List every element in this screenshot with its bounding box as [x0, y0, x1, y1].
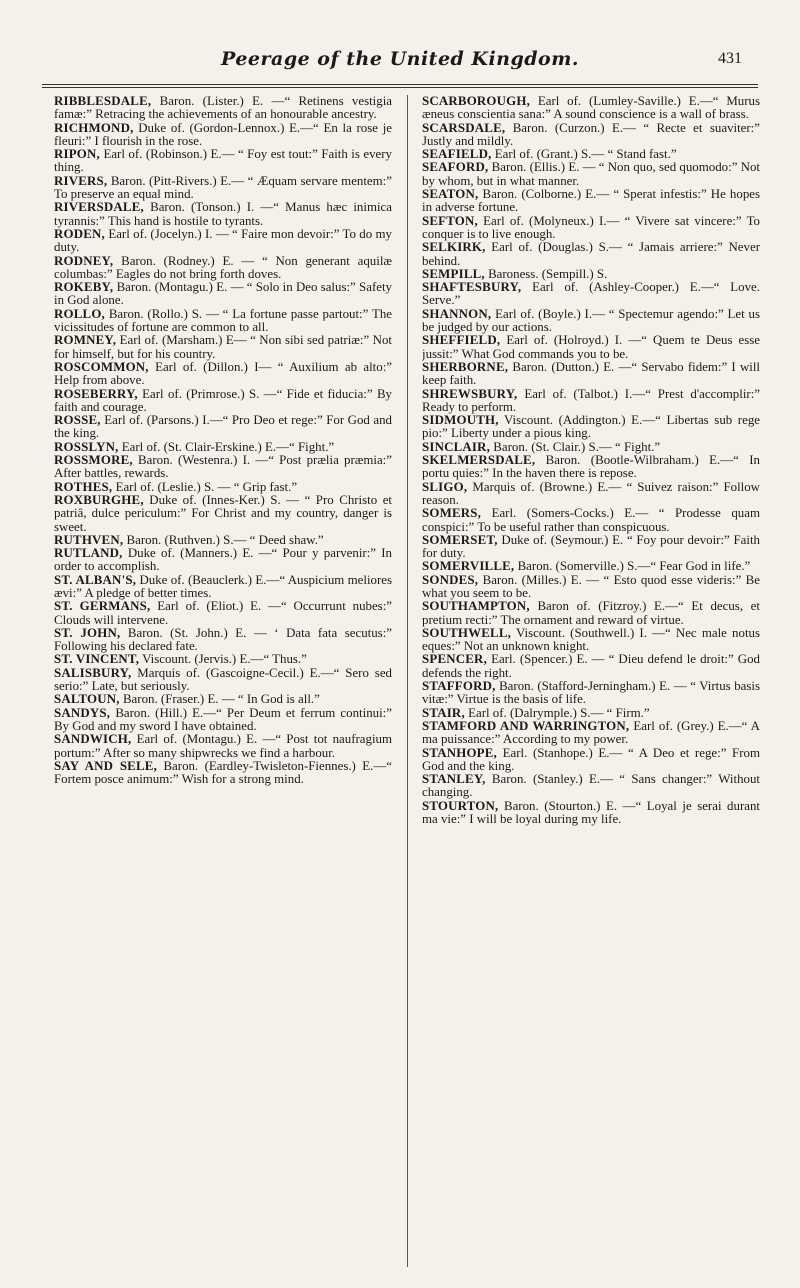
header-rule [42, 84, 758, 85]
peer-title: STAIR, [422, 705, 465, 720]
motto-text: Baron. (Rodney.) E. — “ Non generant aquilæ columbas:” Eagles do not bring forth doves. [54, 253, 392, 281]
peerage-entry [422, 281, 760, 308]
peer-title: STAMFORD AND WARRINGTON, [422, 718, 630, 733]
peerage-entry [422, 560, 760, 573]
peer-title: SHANNON, [422, 306, 492, 321]
left-column [54, 95, 392, 1275]
peerage-entry [54, 95, 392, 122]
motto-text: Earl of. (Robinson.) E.— “ Foy est tout:” Faith is every thing. [54, 147, 392, 175]
motto-text: Baron. (Montagu.) E. — “ Solo in Deo salus:” Safety in God alone. [54, 280, 392, 308]
peer-title: ROSSLYN, [54, 439, 119, 454]
running-title: Peerage of the United Kingdom. [221, 48, 579, 70]
peerage-entry [422, 574, 760, 601]
motto-text: Baron. (Stafford-Jerningham.) E. — “ Virtus basis vitæ:” Virtue is the basis of life. [422, 679, 760, 707]
peer-title: ROXBURGHE, [54, 492, 144, 507]
motto-text: Earl of. (Parsons.) I.—“ Pro Deo et rege:” For God and the king. [54, 413, 392, 441]
motto-text: Duke of. (Manners.) E. —“ Pour y parvenir:” In order to accomplish. [54, 546, 392, 574]
peer-title: SEAFORD, [422, 160, 489, 175]
motto-text: Duke of. (Gordon-Lennox.) E.—“ En la rose je fleuri:” I flourish in the rose. [54, 120, 392, 148]
peerage-entry [422, 95, 760, 122]
peer-title: STOURTON, [422, 798, 499, 813]
peerage-entry [422, 188, 760, 215]
motto-text: Viscount. (Addington.) E.—“ Libertas sub rege pio:” Liberty under a pious king. [422, 413, 760, 441]
motto-text: Earl of. (Dillon.) I— “ Auxilium ab alto:” Help from above. [54, 359, 392, 388]
peer-title: SHREWSBURY, [422, 386, 518, 401]
peer-title: SEFTON, [422, 213, 478, 228]
peer-title: ROSEBERRY, [54, 386, 138, 401]
peerage-entry [422, 215, 760, 242]
peer-title: SOUTHAMPTON, [422, 599, 530, 614]
peer-title: SKELMERSDALE, [422, 453, 536, 468]
motto-text: Baron. (Colborne.) E.— “ Sperat infestis:” He hopes in adverse fortune. [422, 187, 760, 215]
peer-title: ROSSE, [54, 413, 101, 428]
right-column [422, 95, 760, 1275]
peer-title: RIVERS, [54, 173, 108, 188]
motto-text: Earl of. (Grant.) S.— “ Stand fast.” [491, 147, 677, 162]
motto-text: Baron. (St. John.) E. — ‘ Data fata secutus:” Following his declared fate. [54, 625, 392, 654]
peer-title: SIDMOUTH, [422, 413, 499, 428]
peerage-entry [422, 388, 760, 415]
motto-text: Earl of. (Primrose.) S. —“ Fide et fiducia:” By faith and courage. [54, 386, 392, 414]
motto-text: Earl. (Somers-Cocks.) E.— “ Prodesse quam conspici:” To be useful rather than conspicuous. [422, 506, 760, 534]
peer-title: ROLLO, [54, 306, 105, 321]
peerage-entry [54, 441, 392, 454]
motto-text: Baron. (Stourton.) E. —“ Loyal je serai durant ma vie:” I will be loyal during my life. [422, 798, 760, 827]
motto-text: Earl of. (Boyle.) I.— “ Spectemur agendo:” Let us be judged by our actions. [422, 306, 760, 335]
motto-text: Duke of. (Seymour.) E. “ Foy pour devoir:” Faith for duty. [422, 532, 760, 561]
peerage-entry [54, 228, 392, 255]
peerage-entry [54, 334, 392, 361]
motto-text: Earl of. (Marsham.) E— “ Non sibi sed patriæ:” Not for himself, but for his country. [54, 333, 392, 361]
peer-title: STANLEY, [422, 772, 486, 787]
peerage-entry [54, 733, 392, 760]
peer-title: SINCLAIR, [422, 439, 491, 454]
peer-title: RIVERSDALE, [54, 200, 144, 215]
peer-title: SAY AND SELE, [54, 758, 158, 773]
peerage-entry [54, 281, 392, 308]
motto-text: Earl of. (Lumley-Saville.) E.—“ Murus æneus conscientia sana:” A sound conscience is a wall of brass. [422, 95, 760, 122]
motto-text: Earl of. (Eliot.) E. —“ Occurrunt nubes:” Clouds will intervene. [54, 599, 392, 627]
peer-title: RODEN, [54, 226, 105, 241]
peer-title: RIBBLESDALE, [54, 95, 152, 108]
peer-title: SEATON, [422, 187, 479, 202]
peer-title: SLIGO, [422, 479, 468, 494]
peerage-entry [422, 414, 760, 441]
peer-title: RUTLAND, [54, 546, 123, 561]
peerage-entry [422, 454, 760, 481]
peerage-entry [422, 241, 760, 268]
peer-title: SONDES, [422, 572, 479, 587]
peerage-entry [54, 547, 392, 574]
peerage-entry [54, 667, 392, 694]
peerage-entry [422, 481, 760, 508]
peer-title: SALISBURY, [54, 665, 132, 680]
peer-title: SANDWICH, [54, 732, 132, 747]
peer-title: ST. VINCENT, [54, 652, 140, 667]
motto-text: Baron. (Bootle-Wilbraham.) E.—“ In portu quies:” In the haven there is repose. [422, 453, 760, 481]
peer-title: ST. GERMANS, [54, 599, 151, 614]
peerage-entry [422, 507, 760, 534]
peerage-entry [54, 454, 392, 481]
column-divider [407, 95, 408, 1267]
peer-title: SCARSDALE, [422, 120, 506, 135]
peer-title: ROTHES, [54, 479, 113, 494]
peer-title: SOUTHWELL, [422, 625, 512, 640]
peerage-entry [54, 481, 392, 494]
peerage-entry [54, 361, 392, 388]
peerage-entry [54, 693, 392, 706]
peer-title: SEMPILL, [422, 266, 485, 281]
peerage-entry [422, 800, 760, 827]
motto-text: Baron. (Ruthven.) S.— “ Deed shaw.” [123, 532, 324, 547]
peer-title: ROSCOMMON, [54, 359, 149, 374]
peerage-entry [54, 574, 392, 601]
peerage-entry [422, 720, 760, 747]
peerage-entry [54, 122, 392, 149]
peer-title: STANHOPE, [422, 745, 497, 760]
motto-text: Marquis of. (Browne.) E.— “ Suivez raison:” Follow reason. [422, 479, 760, 507]
page-header [40, 46, 760, 84]
motto-text: Earl. (Spencer.) E. — “ Dieu defend le droit:” God defends the right. [422, 652, 760, 680]
peer-title: RIPON, [54, 147, 100, 162]
peer-title: STAFFORD, [422, 679, 496, 694]
peerage-entry [54, 760, 392, 787]
motto-text: Baron. (Fraser.) E. — “ In God is all.” [119, 692, 320, 707]
motto-text: Baron. (St. Clair.) S.— “ Fight.” [490, 439, 661, 454]
peer-title: SHAFTESBURY, [422, 280, 522, 295]
peerage-entry [422, 161, 760, 188]
motto-text: Earl of. (Holroyd.) I. —“ Quem te Deus esse jussit:” What God commands you to be. [422, 333, 760, 361]
motto-text: Duke of. (Innes-Ker.) S. — “ Pro Christo et patriâ, dulce periculum:” For Christ and my country, danger is sweet. [54, 492, 392, 534]
peer-title: RICHMOND, [54, 120, 134, 135]
peerage-entry [54, 414, 392, 441]
peer-title: RUTHVEN, [54, 532, 124, 547]
motto-text: Earl of. (Molyneux.) I.— “ Vivere sat vincere:” To conquer is to live enough. [422, 213, 760, 241]
motto-text: Baron. (Curzon.) E.— “ Recte et suaviter:” Justly and mildly. [422, 120, 760, 148]
motto-text: Earl of. (Ashley-Cooper.) E.—“ Love. Serve.” [422, 280, 760, 308]
motto-text: Earl of. (Dalrymple.) S.— “ Firm.” [464, 705, 650, 720]
peerage-entry [422, 773, 760, 800]
peer-title: SEAFIELD, [422, 147, 492, 162]
peerage-entry [422, 600, 760, 627]
peer-title: SELKIRK, [422, 240, 486, 255]
peerage-entry [422, 334, 760, 361]
peer-title: SHERBORNE, [422, 359, 509, 374]
motto-text: Earl of. (Jocelyn.) I. — “ Faire mon devoir:” To do my duty. [54, 226, 392, 255]
motto-text: Baron. (Pitt-Rivers.) E.— “ Æquam servare mentem:” To preserve an equal mind. [54, 173, 392, 202]
motto-text: Earl of. (Douglas.) S.— “ Jamais arriere:” Never behind. [422, 240, 760, 268]
peer-title: ROSSMORE, [54, 453, 133, 468]
peer-title: SOMERVILLE, [422, 559, 515, 574]
two-column-body [54, 95, 760, 1275]
peer-title: ROKEBY, [54, 280, 114, 295]
peerage-entry [422, 627, 760, 654]
peerage-entry [54, 494, 392, 534]
motto-text: Earl of. (Montagu.) E. —“ Post tot naufragium portum:” After so many shipwrecks we find a harbour. [54, 732, 392, 760]
peerage-entry [54, 201, 392, 228]
motto-text: Baron. (Lister.) E. —“ Retinens vestigia famæ:” Retracing the achievements of an honourable ancestry. [54, 95, 392, 122]
peerage-entry [422, 707, 760, 720]
peerage-entry [54, 627, 392, 654]
peerage-entry [422, 747, 760, 774]
peer-title: SHEFFIELD, [422, 333, 501, 348]
peerage-entry [422, 122, 760, 149]
peer-title: SALTOUN, [54, 692, 120, 707]
peerage-entry [422, 534, 760, 561]
motto-text: Baron. (Stanley.) E.— “ Sans changer:” Without changing. [422, 772, 760, 800]
motto-text: Baron. (Tonson.) I. —“ Manus hæc inimica tyrannis:” This hand is hostile to tyrants. [54, 200, 392, 228]
motto-text: Baron. (Dutton.) E. —“ Servabo fidem:” I will keep faith. [422, 359, 760, 388]
peerage-entry [422, 308, 760, 335]
peerage-entry [422, 441, 760, 454]
peer-title: SPENCER, [422, 652, 487, 667]
motto-text: Earl. (Stanhope.) E.— “ A Deo et rege:” From God and the king. [422, 745, 760, 773]
peerage-entry [54, 255, 392, 282]
peer-title: SANDYS, [54, 705, 111, 720]
motto-text: Baron. (Somerville.) S.—“ Fear God in life.” [514, 559, 751, 574]
peer-title: SOMERSET, [422, 532, 498, 547]
motto-text: Viscount. (Southwell.) I. —“ Nec male notus eques:” Not an unknown knight. [422, 625, 760, 654]
page-number: 431 [718, 50, 742, 67]
peer-title: SOMERS, [422, 506, 482, 521]
peerage-entry [422, 653, 760, 680]
motto-text: Baron. (Milles.) E. — “ Esto quod esse videris:” Be what you seem to be. [422, 572, 760, 600]
peerage-entry [422, 148, 760, 161]
peerage-entry [54, 534, 392, 547]
peerage-entry [54, 388, 392, 415]
motto-text: Baron. (Rollo.) S. — “ La fortune passe partout:” The vicissitudes of fortune are common to all. [54, 306, 392, 335]
peerage-entry [54, 148, 392, 175]
motto-text: Duke of. (Beauclerk.) E.—“ Auspicium meliores ævi:” A pledge of better times. [54, 572, 392, 600]
peerage-entry [54, 653, 392, 666]
peer-title: SCARBOROUGH, [422, 95, 531, 108]
motto-text: Earl of. (Grey.) E.—“ A ma puissance:” According to my power. [422, 718, 760, 747]
motto-text: Baron. (Westenra.) I. —“ Post prælia præmia:” After battles, rewards. [54, 453, 392, 481]
peerage-entry [422, 361, 760, 388]
peerage-entry [54, 707, 392, 734]
peerage-entry [422, 268, 760, 281]
motto-text: Earl of. (Leslie.) S. — “ Grip fast.” [112, 479, 298, 494]
peerage-entry [422, 680, 760, 707]
header-rule-lower [42, 87, 758, 88]
peerage-entry [54, 600, 392, 627]
peer-title: ST. JOHN, [54, 625, 121, 640]
motto-text: Baron of. (Fitzroy.) E.—“ Et decus, et pretium recti:” The ornament and reward of virtue. [422, 599, 760, 627]
motto-text: Earl of. (Talbot.) I.—“ Prest d'accomplir:” Ready to perform. [422, 386, 760, 414]
peer-title: ROMNEY, [54, 333, 117, 348]
peerage-entry [54, 308, 392, 335]
motto-text: Baron. (Ellis.) E. — “ Non quo, sed quomodo:” Not by whom, but in what manner. [422, 160, 760, 188]
motto-text: Viscount. (Jervis.) E.—“ Thus.” [139, 652, 307, 667]
peer-title: RODNEY, [54, 253, 114, 268]
motto-text: Baron. (Hill.) E.—“ Per Deum et ferrum continui:” By God and my sword I have obtained. [54, 705, 392, 733]
peer-title: ST. ALBAN'S, [54, 572, 137, 587]
motto-text: Baroness. (Sempill.) S. [484, 266, 608, 281]
motto-text: Earl of. (St. Clair-Erskine.) E.—“ Fight.” [118, 439, 335, 454]
motto-text: Marquis of. (Gascoigne-Cecil.) E.—“ Sero sed serio:” Late, but seriously. [54, 665, 392, 694]
peerage-entry [54, 175, 392, 202]
motto-text: Baron. (Eardley-Twisleton-Fiennes.) E.—“ Fortem posce animum:” Wish for a strong mind. [54, 758, 392, 787]
